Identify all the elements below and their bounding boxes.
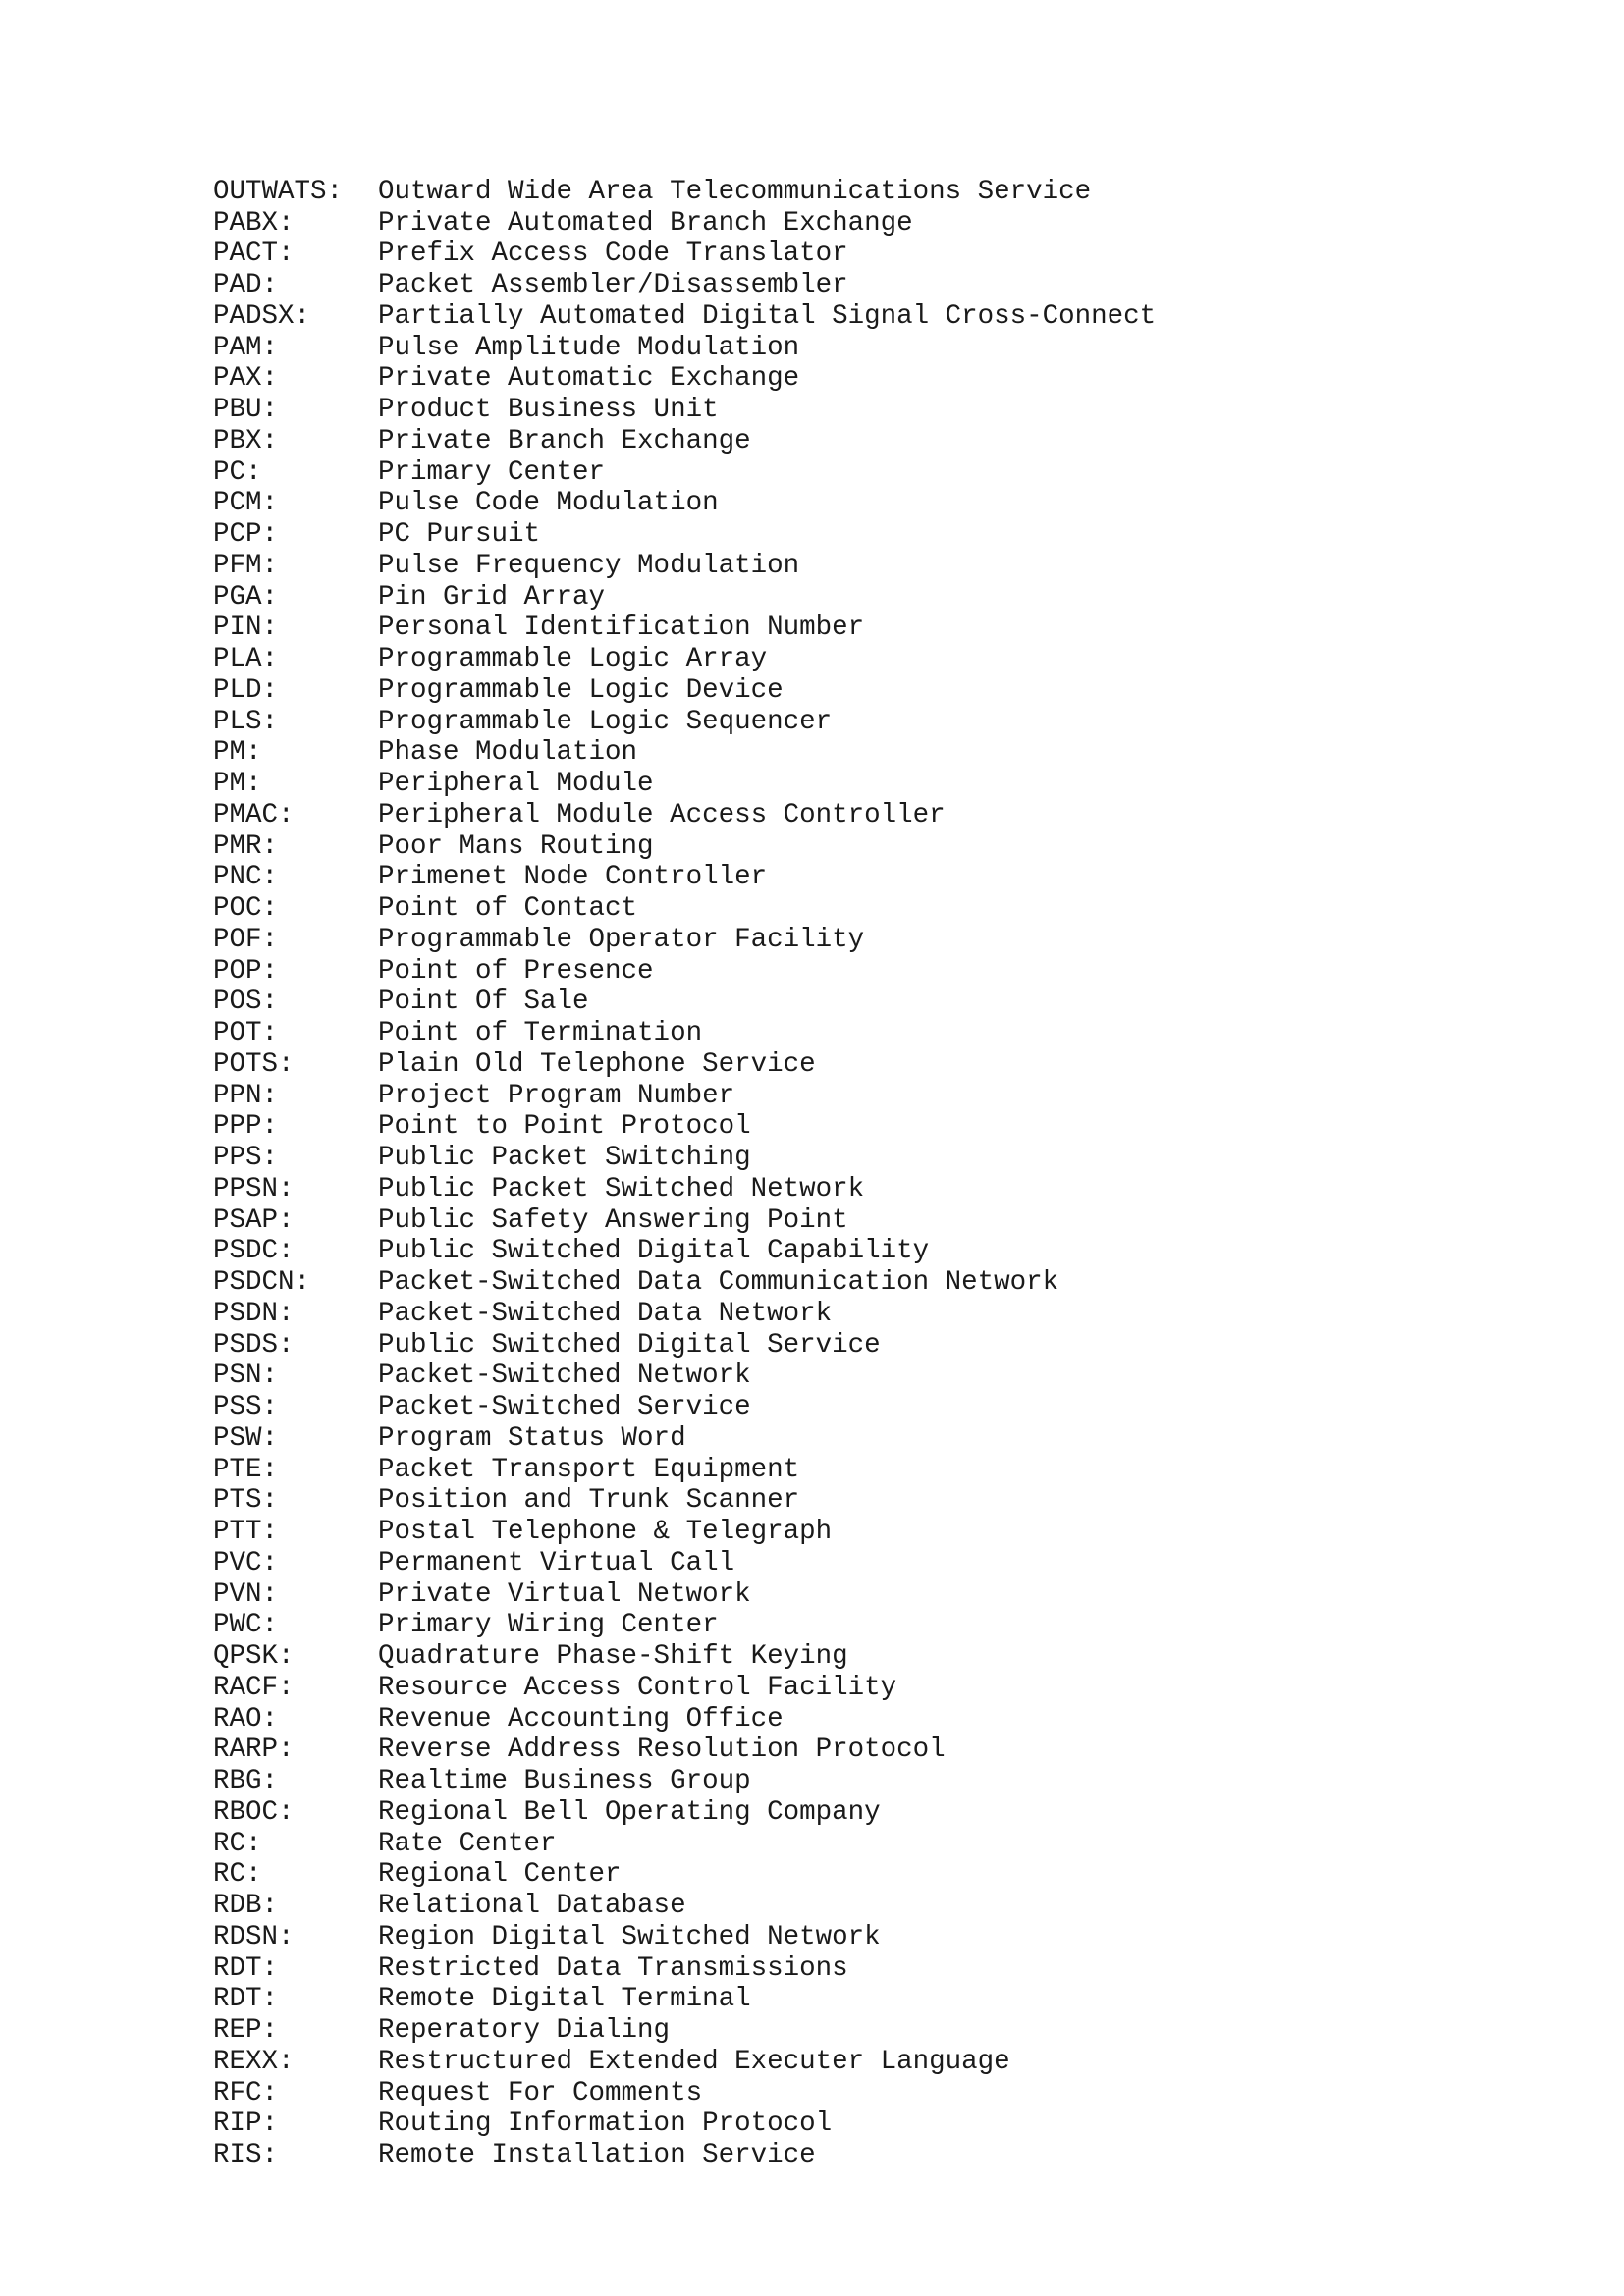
acronym-term: PAX: — [213, 363, 279, 395]
glossary-entry — [148, 270, 1157, 332]
acronym-term: PACT: — [213, 239, 295, 270]
acronym-definition: Poor Mans Routing — [378, 830, 654, 862]
acronym-definition: Region Digital Switched Network — [378, 1921, 881, 1952]
glossary-entry — [148, 1205, 1156, 1267]
acronym-definition: Primary Wiring Center — [378, 1610, 719, 1641]
acronym-term: PC: — [213, 456, 262, 488]
glossary-entry — [148, 987, 1156, 1048]
acronym-definition: Peripheral Module Access Controller — [378, 799, 946, 830]
acronym-definition: Private Branch Exchange — [378, 425, 751, 456]
acronym-term: PFM: — [213, 550, 279, 581]
acronym-definition: Project Program Number — [378, 1080, 735, 1111]
acronym-glossary — [148, 145, 1157, 2170]
acronym-term: PSS: — [213, 1392, 279, 1422]
acronym-definition: Programmable Operator Facility — [378, 924, 865, 955]
acronym-definition: Prefix Access Code Translator — [378, 239, 848, 270]
glossary-entry — [148, 1548, 1156, 1610]
glossary-entry — [148, 862, 1156, 924]
acronym-definition: Pin Grid Array — [378, 581, 606, 613]
glossary-entry — [148, 1953, 1156, 2015]
acronym-definition: Public Safety Answering Point — [378, 1204, 848, 1236]
acronym-term: PLA: — [213, 644, 279, 674]
glossary-entry — [148, 2109, 1156, 2170]
acronym-definition: Packet-Switched Data Network — [378, 1298, 833, 1329]
glossary-entry — [148, 488, 1156, 550]
glossary-entry — [148, 208, 1156, 270]
acronym-definition: Public Switched Digital Service — [378, 1329, 881, 1361]
acronym-term: PBX: — [213, 425, 279, 456]
glossary-entry — [148, 1797, 1156, 1859]
acronym-term: PSDC: — [213, 1236, 295, 1267]
acronym-term: PIN: — [213, 613, 279, 644]
glossary-entry — [148, 1517, 1156, 1578]
glossary-entry — [148, 644, 1156, 706]
acronym-term: PCM: — [213, 488, 279, 519]
glossary-entry — [148, 1299, 1156, 1361]
glossary-entry — [148, 1143, 1156, 1204]
glossary-entry — [148, 1361, 1156, 1422]
acronym-definition: Personal Identification Number — [378, 613, 865, 644]
acronym-term: POF: — [213, 924, 279, 955]
acronym-definition: Program Status Word — [378, 1422, 686, 1454]
acronym-term: PTE: — [213, 1454, 279, 1485]
glossary-entry — [148, 239, 1156, 300]
acronym-term: PABX: — [213, 207, 295, 239]
acronym-term: PMR: — [213, 830, 279, 862]
acronym-definition: Packet Assembler/Disassembler — [378, 270, 848, 300]
glossary-entry — [148, 1673, 1156, 1735]
acronym-definition: Partially Automated Digital Signal Cross-Connect — [378, 300, 1157, 332]
glossary-entry — [148, 956, 1156, 1018]
acronym-definition: Packet-Switched Data Communication Network — [378, 1267, 1059, 1298]
acronym-term: PAM: — [213, 332, 279, 363]
acronym-term: PGA: — [213, 581, 279, 613]
acronym-term: RDT: — [213, 1984, 279, 2015]
glossary-entry — [148, 2047, 1156, 2109]
acronym-definition: Public Packet Switching — [378, 1143, 751, 1173]
acronym-definition: Point of Presence — [378, 955, 654, 987]
glossary-entry — [148, 551, 1156, 613]
glossary-entry — [148, 769, 1156, 830]
acronym-definition: Packet Transport Equipment — [378, 1454, 800, 1485]
glossary-entry — [148, 737, 1156, 799]
acronym-term: PVC: — [213, 1547, 279, 1578]
acronym-term: RAO: — [213, 1703, 279, 1735]
acronym-definition: Postal Telephone & Telegraph — [378, 1517, 833, 1547]
acronym-definition: Private Automated Branch Exchange — [378, 207, 913, 239]
acronym-definition: Position and Trunk Scanner — [378, 1485, 800, 1517]
acronym-definition: Programmable Logic Array — [378, 644, 768, 674]
acronym-definition: Pulse Frequency Modulation — [378, 550, 800, 581]
acronym-term: PMAC: — [213, 799, 295, 830]
glossary-entry — [148, 1579, 1156, 1641]
acronym-definition: Remote Installation Service — [378, 2140, 816, 2170]
glossary-entry — [148, 582, 1156, 644]
acronym-definition: Plain Old Telephone Service — [378, 1048, 816, 1080]
glossary-entry — [148, 1641, 1156, 1703]
acronym-term: PWC: — [213, 1610, 279, 1641]
acronym-term: PADSX: — [213, 300, 311, 332]
acronym-term: PNC: — [213, 862, 279, 893]
acronym-definition: Outward Wide Area Telecommunications Service — [378, 176, 1092, 207]
acronym-term: PPS: — [213, 1143, 279, 1173]
glossary-entry — [148, 1735, 1156, 1796]
acronym-definition: Programmable Logic Device — [378, 674, 784, 706]
acronym-term: PBU: — [213, 395, 279, 425]
acronym-definition: Realtime Business Group — [378, 1766, 751, 1796]
glossary-entry — [148, 1111, 1156, 1173]
acronym-term: PSDS: — [213, 1329, 295, 1361]
acronym-definition: Revenue Accounting Office — [378, 1703, 784, 1735]
acronym-term: RARP: — [213, 1735, 295, 1766]
acronym-definition: Request For Comments — [378, 2077, 703, 2109]
acronym-definition: Restricted Data Transmissions — [378, 1952, 848, 1984]
acronym-term: RIP: — [213, 2109, 279, 2140]
acronym-definition: Reperatory Dialing — [378, 2015, 671, 2046]
glossary-entry — [148, 519, 1156, 581]
acronym-term: OUTWATS: — [213, 176, 344, 207]
acronym-definition: Quadrature Phase-Shift Keying — [378, 1641, 848, 1672]
acronym-term: PPSN: — [213, 1173, 295, 1204]
acronym-term: POP: — [213, 955, 279, 987]
acronym-term: PM: — [213, 769, 262, 799]
glossary-entry — [148, 1018, 1156, 1080]
acronym-definition: Private Virtual Network — [378, 1578, 751, 1610]
acronym-definition: Private Automatic Exchange — [378, 363, 800, 395]
acronym-term: QPSK: — [213, 1641, 295, 1672]
acronym-term: PSN: — [213, 1361, 279, 1392]
acronym-term: POS: — [213, 987, 279, 1018]
acronym-term: RC: — [213, 1828, 262, 1859]
glossary-entry — [148, 1049, 1156, 1111]
acronym-term: PPP: — [213, 1111, 279, 1143]
glossary-entry — [148, 177, 1156, 239]
glossary-entry — [148, 1330, 1156, 1392]
acronym-definition: Packet-Switched Service — [378, 1392, 751, 1422]
acronym-term: PLD: — [213, 674, 279, 706]
glossary-entry — [148, 613, 1156, 674]
acronym-term: POTS: — [213, 1048, 295, 1080]
acronym-definition: PC Pursuit — [378, 519, 541, 550]
acronym-definition: Point to Point Protocol — [378, 1111, 751, 1143]
acronym-term: REP: — [213, 2015, 279, 2046]
acronym-definition: Reverse Address Resolution Protocol — [378, 1735, 946, 1766]
glossary-entry — [148, 1766, 1156, 1828]
glossary-entry — [148, 457, 1156, 519]
glossary-entry — [148, 675, 1156, 737]
acronym-definition: Primenet Node Controller — [378, 862, 768, 893]
glossary-entry — [148, 1829, 1156, 1891]
glossary-entry — [148, 1236, 1156, 1298]
acronym-term: POT: — [213, 1018, 279, 1048]
glossary-entry — [148, 1610, 1156, 1672]
acronym-definition: Pulse Code Modulation — [378, 488, 719, 519]
acronym-definition: Product Business Unit — [378, 395, 719, 425]
glossary-entry — [148, 1485, 1156, 1547]
acronym-definition: Peripheral Module — [378, 769, 654, 799]
glossary-entry — [148, 1267, 1156, 1329]
acronym-term: REXX: — [213, 2046, 295, 2077]
glossary-entry — [148, 1081, 1156, 1143]
acronym-definition: Remote Digital Terminal — [378, 1984, 751, 2015]
acronym-term: RFC: — [213, 2077, 279, 2109]
glossary-entry — [148, 1174, 1156, 1236]
acronym-definition: Point of Termination — [378, 1018, 703, 1048]
acronym-term: RC: — [213, 1859, 262, 1891]
glossary-entry — [148, 707, 1156, 769]
glossary-entry — [148, 831, 1156, 893]
glossary-entry — [148, 2078, 1156, 2140]
acronym-definition: Programmable Logic Sequencer — [378, 706, 833, 737]
acronym-term: PTT: — [213, 1517, 279, 1547]
acronym-definition: Relational Database — [378, 1891, 686, 1921]
acronym-definition: Regional Center — [378, 1859, 622, 1891]
acronym-definition: Routing Information Protocol — [378, 2109, 833, 2140]
acronym-term: RDB: — [213, 1891, 279, 1921]
acronym-term: PSDN: — [213, 1298, 295, 1329]
acronym-definition: Resource Access Control Facility — [378, 1672, 897, 1703]
glossary-entry — [148, 145, 1156, 207]
acronym-term: PVN: — [213, 1578, 279, 1610]
acronym-term: RDSN: — [213, 1921, 295, 1952]
acronym-definition: Point Of Sale — [378, 987, 589, 1018]
acronym-term: RDT: — [213, 1952, 279, 1984]
glossary-entry — [148, 363, 1156, 425]
acronym-term: PSW: — [213, 1422, 279, 1454]
acronym-definition: Point of Contact — [378, 893, 638, 924]
acronym-definition: Public Packet Switched Network — [378, 1173, 865, 1204]
glossary-entry — [148, 1455, 1156, 1517]
acronym-definition: Rate Center — [378, 1828, 557, 1859]
acronym-definition: Primary Center — [378, 456, 606, 488]
glossary-entry — [148, 893, 1156, 955]
acronym-term: PTS: — [213, 1485, 279, 1517]
glossary-entry — [148, 1891, 1156, 1952]
acronym-term: RACF: — [213, 1672, 295, 1703]
acronym-term: RIS: — [213, 2140, 279, 2170]
acronym-term: PAD: — [213, 270, 279, 300]
glossary-entry — [148, 426, 1156, 488]
glossary-entry — [148, 1423, 1156, 1485]
glossary-entry — [148, 800, 1156, 862]
acronym-definition: Regional Bell Operating Company — [378, 1796, 881, 1828]
glossary-entry — [148, 301, 1156, 363]
acronym-definition: Restructured Extended Executer Language — [378, 2046, 1010, 2077]
glossary-entry — [148, 2015, 1156, 2077]
glossary-entry — [148, 395, 1156, 456]
glossary-entry — [148, 1859, 1156, 1921]
acronym-definition: Packet-Switched Network — [378, 1361, 751, 1392]
acronym-term: PM: — [213, 737, 262, 769]
glossary-entry — [148, 333, 1156, 395]
acronym-term: RBG: — [213, 1766, 279, 1796]
glossary-entry — [148, 925, 1156, 987]
acronym-definition: Phase Modulation — [378, 737, 638, 769]
glossary-entry — [148, 1392, 1156, 1454]
acronym-definition: Public Switched Digital Capability — [378, 1236, 930, 1267]
acronym-term: PSAP: — [213, 1204, 295, 1236]
acronym-term: PPN: — [213, 1080, 279, 1111]
acronym-term: POC: — [213, 893, 279, 924]
acronym-definition: Permanent Virtual Call — [378, 1547, 735, 1578]
glossary-entry — [148, 1984, 1156, 2046]
glossary-entry — [148, 1704, 1156, 1766]
acronym-term: PSDCN: — [213, 1267, 311, 1298]
glossary-entry — [148, 1922, 1156, 1984]
acronym-term: PCP: — [213, 519, 279, 550]
acronym-term: RBOC: — [213, 1796, 295, 1828]
acronym-definition: Pulse Amplitude Modulation — [378, 332, 800, 363]
acronym-term: PLS: — [213, 706, 279, 737]
